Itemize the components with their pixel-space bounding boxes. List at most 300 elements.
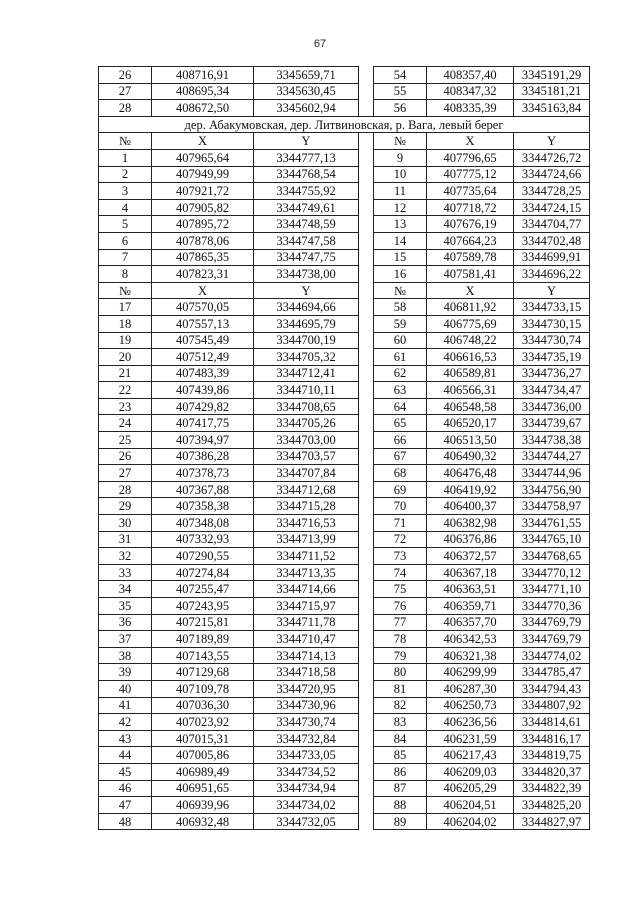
column-gap [359,581,374,598]
left-point-number: 34 [99,581,152,598]
right-y-coordinate: 3344770,36 [514,598,590,615]
left-x-coordinate: 407290,55 [152,548,254,565]
left-y-coordinate: 3344705,26 [254,415,359,432]
column-gap [359,349,374,366]
left-x-coordinate: 407865,35 [152,249,254,266]
right-point-number: 56 [374,100,427,117]
left-y-coordinate: Y [254,282,359,299]
right-point-number: 82 [374,697,427,714]
right-y-coordinate: 3344819,75 [514,747,590,764]
right-x-coordinate: 408335,39 [427,100,514,117]
left-x-coordinate: 407109,78 [152,680,254,697]
left-x-coordinate: 407243,95 [152,598,254,615]
left-point-number: 29 [99,498,152,515]
right-point-number: 89 [374,813,427,830]
right-point-number: 86 [374,763,427,780]
left-y-coordinate: 3344748,59 [254,216,359,233]
column-gap [359,166,374,183]
column-gap [359,282,374,299]
table-row [99,266,590,283]
right-point-number: 68 [374,465,427,482]
column-gap [359,664,374,681]
left-y-coordinate: 3344749,61 [254,199,359,216]
right-point-number: 69 [374,481,427,498]
left-x-coordinate: 407386,28 [152,448,254,465]
left-y-coordinate: 3344720,95 [254,680,359,697]
left-x-coordinate: 407512,49 [152,349,254,366]
table-row [99,531,590,548]
left-point-number: 39 [99,664,152,681]
right-point-number: 58 [374,299,427,316]
right-x-coordinate: 406382,98 [427,515,514,532]
right-x-coordinate: 406513,50 [427,432,514,449]
right-y-coordinate: 3344726,72 [514,149,590,166]
right-point-number: 59 [374,315,427,332]
right-y-coordinate: 3344761,55 [514,515,590,532]
left-x-coordinate: 407143,55 [152,647,254,664]
table-row [99,598,590,615]
left-y-coordinate: 3344747,58 [254,232,359,249]
table-row [99,564,590,581]
column-gap [359,697,374,714]
left-point-number: 38 [99,647,152,664]
right-point-number: 63 [374,382,427,399]
left-point-number: 21 [99,365,152,382]
section-caption: дер. Абакумовская, дер. Литвиновская, р. Вага, левый берег [99,116,590,133]
left-point-number: 18 [99,315,152,332]
right-y-coordinate: 3344702,48 [514,232,590,249]
table-row [99,664,590,681]
right-y-coordinate: 3344744,27 [514,448,590,465]
left-point-number: № [99,133,152,150]
column-gap [359,680,374,697]
left-y-coordinate: 3344768,54 [254,166,359,183]
left-x-coordinate: 407878,06 [152,232,254,249]
table-row [99,498,590,515]
section-caption-row [99,116,590,133]
right-point-number: 70 [374,498,427,515]
left-y-coordinate: 3344710,47 [254,631,359,648]
table-row [99,813,590,830]
left-x-coordinate: 407949,99 [152,166,254,183]
left-point-number: 33 [99,564,152,581]
right-x-coordinate: 406376,86 [427,531,514,548]
left-point-number: 17 [99,299,152,316]
left-x-coordinate: 407129,68 [152,664,254,681]
table-row [99,465,590,482]
table-row [99,432,590,449]
left-point-number: 1 [99,149,152,166]
left-x-coordinate: 408695,34 [152,83,254,100]
right-y-coordinate: 3344768,65 [514,548,590,565]
right-y-coordinate: 3344724,66 [514,166,590,183]
right-x-coordinate: 406250,73 [427,697,514,714]
table-row [99,100,590,117]
right-x-coordinate: 407581,41 [427,266,514,283]
left-point-number: 45 [99,763,152,780]
right-y-coordinate: 3344730,74 [514,332,590,349]
right-y-coordinate: 3344699,91 [514,249,590,266]
left-point-number: 4 [99,199,152,216]
right-y-coordinate: 3344733,15 [514,299,590,316]
right-x-coordinate: 408357,40 [427,67,514,84]
column-gap [359,797,374,814]
right-point-number: 64 [374,398,427,415]
left-point-number: 42 [99,714,152,731]
column-gap [359,631,374,648]
left-point-number: 24 [99,415,152,432]
left-y-coordinate: 3344712,41 [254,365,359,382]
right-point-number: 85 [374,747,427,764]
column-gap [359,398,374,415]
column-gap [359,232,374,249]
right-point-number: 14 [374,232,427,249]
column-gap [359,100,374,117]
left-point-number: 26 [99,67,152,84]
right-y-coordinate: 3344739,67 [514,415,590,432]
column-gap [359,83,374,100]
right-point-number: 55 [374,83,427,100]
column-gap [359,498,374,515]
left-point-number: № [99,282,152,299]
column-gap [359,531,374,548]
table-row [99,365,590,382]
right-y-coordinate: 3344756,90 [514,481,590,498]
column-gap [359,564,374,581]
left-x-coordinate: 407823,31 [152,266,254,283]
left-y-coordinate: 3344730,74 [254,714,359,731]
right-x-coordinate: 406367,18 [427,564,514,581]
right-point-number: 81 [374,680,427,697]
left-y-coordinate: Y [254,133,359,150]
right-point-number: 15 [374,249,427,266]
table-row [99,763,590,780]
right-point-number: 75 [374,581,427,598]
page-number: 67 [313,38,327,50]
right-point-number: 60 [374,332,427,349]
left-x-coordinate: 407378,73 [152,465,254,482]
left-point-number: 43 [99,730,152,747]
left-x-coordinate: X [152,133,254,150]
left-x-coordinate: 407255,47 [152,581,254,598]
left-point-number: 25 [99,432,152,449]
left-y-coordinate: 3344734,02 [254,797,359,814]
right-x-coordinate: 407796,65 [427,149,514,166]
left-y-coordinate: 3344732,84 [254,730,359,747]
left-y-coordinate: 3344711,52 [254,548,359,565]
right-x-coordinate: 406204,51 [427,797,514,814]
left-point-number: 47 [99,797,152,814]
left-x-coordinate: 406989,49 [152,763,254,780]
column-gap [359,415,374,432]
left-point-number: 27 [99,83,152,100]
right-point-number: 61 [374,349,427,366]
right-point-number: 13 [374,216,427,233]
column-gap [359,432,374,449]
left-x-coordinate: 408716,91 [152,67,254,84]
left-y-coordinate: 3344738,00 [254,266,359,283]
left-point-number: 27 [99,465,152,482]
left-y-coordinate: 3344711,78 [254,614,359,631]
right-y-coordinate: Y [514,133,590,150]
right-x-coordinate: 406236,56 [427,714,514,731]
right-y-coordinate: 3344816,17 [514,730,590,747]
left-x-coordinate: 407023,92 [152,714,254,731]
right-x-coordinate: 406299,99 [427,664,514,681]
left-x-coordinate: 407367,88 [152,481,254,498]
table-row [99,232,590,249]
left-x-coordinate: 407965,64 [152,149,254,166]
left-point-number: 22 [99,382,152,399]
table-row [99,730,590,747]
left-y-coordinate: 3344703,00 [254,432,359,449]
right-y-coordinate: 3344774,02 [514,647,590,664]
right-y-coordinate: 3345181,21 [514,83,590,100]
right-point-number: 79 [374,647,427,664]
left-y-coordinate: 3345659,71 [254,67,359,84]
right-point-number: 65 [374,415,427,432]
right-point-number: 88 [374,797,427,814]
left-x-coordinate: 407570,05 [152,299,254,316]
right-x-coordinate: X [427,133,514,150]
right-x-coordinate: 406419,92 [427,481,514,498]
right-x-coordinate: 407775,12 [427,166,514,183]
table-row [99,332,590,349]
table-row [99,216,590,233]
right-x-coordinate: 406217,43 [427,747,514,764]
left-x-coordinate: X [152,282,254,299]
right-x-coordinate: 406209,03 [427,763,514,780]
right-x-coordinate: X [427,282,514,299]
column-gap [359,183,374,200]
right-x-coordinate: 406342,53 [427,631,514,648]
right-x-coordinate: 406359,71 [427,598,514,615]
left-y-coordinate: 3344713,99 [254,531,359,548]
left-y-coordinate: 3344734,94 [254,780,359,797]
right-x-coordinate: 406321,38 [427,647,514,664]
right-y-coordinate: 3344771,10 [514,581,590,598]
right-point-number: 83 [374,714,427,731]
left-x-coordinate: 407483,39 [152,365,254,382]
left-point-number: 8 [99,266,152,283]
table-row [99,448,590,465]
left-x-coordinate: 407332,93 [152,531,254,548]
right-y-coordinate: 3344765,10 [514,531,590,548]
right-y-coordinate: 3345163,84 [514,100,590,117]
right-y-coordinate: 3344730,15 [514,315,590,332]
right-x-coordinate: 406748,22 [427,332,514,349]
right-y-coordinate: 3344724,15 [514,199,590,216]
left-x-coordinate: 407429,82 [152,398,254,415]
right-y-coordinate: 3344827,97 [514,813,590,830]
right-point-number: 71 [374,515,427,532]
right-x-coordinate: 406589,81 [427,365,514,382]
right-point-number: 77 [374,614,427,631]
left-y-coordinate: 3345630,45 [254,83,359,100]
column-gap [359,614,374,631]
right-point-number: 10 [374,166,427,183]
right-x-coordinate: 406811,92 [427,299,514,316]
left-x-coordinate: 407036,30 [152,697,254,714]
table-row [99,680,590,697]
left-point-number: 44 [99,747,152,764]
table-row [99,166,590,183]
left-x-coordinate: 407189,89 [152,631,254,648]
left-y-coordinate: 3344732,05 [254,813,359,830]
right-point-number: 87 [374,780,427,797]
right-y-coordinate: 3344785,47 [514,664,590,681]
right-point-number: № [374,282,427,299]
left-y-coordinate: 3344747,75 [254,249,359,266]
column-gap [359,249,374,266]
left-y-coordinate: 3344730,96 [254,697,359,714]
left-x-coordinate: 407905,82 [152,199,254,216]
left-point-number: 48 [99,813,152,830]
right-point-number: 74 [374,564,427,581]
left-x-coordinate: 407215,81 [152,614,254,631]
right-y-coordinate: 3344758,97 [514,498,590,515]
left-y-coordinate: 3344695,79 [254,315,359,332]
right-y-coordinate: 3344704,77 [514,216,590,233]
column-gap [359,199,374,216]
right-x-coordinate: 408347,32 [427,83,514,100]
left-y-coordinate: 3344705,32 [254,349,359,366]
column-gap [359,149,374,166]
right-point-number: № [374,133,427,150]
table-row [99,797,590,814]
left-y-coordinate: 3344715,28 [254,498,359,515]
table-row [99,183,590,200]
right-x-coordinate: 406566,31 [427,382,514,399]
left-point-number: 40 [99,680,152,697]
left-point-number: 20 [99,349,152,366]
left-y-coordinate: 3344710,11 [254,382,359,399]
right-x-coordinate: 406476,48 [427,465,514,482]
left-y-coordinate: 3344708,65 [254,398,359,415]
table-row [99,83,590,100]
table-row [99,415,590,432]
left-x-coordinate: 406951,65 [152,780,254,797]
left-y-coordinate: 3344714,13 [254,647,359,664]
column-gap [359,266,374,283]
column-gap [359,647,374,664]
left-y-coordinate: 3344713,35 [254,564,359,581]
right-y-coordinate: 3344769,79 [514,631,590,648]
right-y-coordinate: 3345191,29 [514,67,590,84]
table-row [99,299,590,316]
column-gap [359,465,374,482]
column-gap [359,747,374,764]
table-row [99,398,590,415]
table-row [99,697,590,714]
right-y-coordinate: 3344820,37 [514,763,590,780]
right-y-coordinate: 3344807,92 [514,697,590,714]
table-row [99,714,590,731]
left-y-coordinate: 3344734,52 [254,763,359,780]
left-point-number: 32 [99,548,152,565]
right-point-number: 76 [374,598,427,615]
column-gap [359,548,374,565]
left-point-number: 7 [99,249,152,266]
right-x-coordinate: 407676,19 [427,216,514,233]
left-x-coordinate: 407545,49 [152,332,254,349]
table-row [99,199,590,216]
left-y-coordinate: 3344707,84 [254,465,359,482]
left-y-coordinate: 3344715,97 [254,598,359,615]
left-y-coordinate: 3345602,94 [254,100,359,117]
column-gap [359,332,374,349]
left-point-number: 6 [99,232,152,249]
column-gap [359,365,374,382]
left-point-number: 31 [99,531,152,548]
right-point-number: 12 [374,199,427,216]
right-y-coordinate: 3344822,39 [514,780,590,797]
right-y-coordinate: 3344825,20 [514,797,590,814]
left-x-coordinate: 407394,97 [152,432,254,449]
left-point-number: 28 [99,100,152,117]
table-row [99,647,590,664]
right-y-coordinate: 3344814,61 [514,714,590,731]
right-y-coordinate: 3344738,38 [514,432,590,449]
table-row [99,149,590,166]
left-y-coordinate: 3344718,58 [254,664,359,681]
column-gap [359,382,374,399]
right-y-coordinate: 3344728,25 [514,183,590,200]
right-x-coordinate: 406520,17 [427,415,514,432]
right-x-coordinate: 406548,58 [427,398,514,415]
column-gap [359,730,374,747]
right-point-number: 78 [374,631,427,648]
right-point-number: 11 [374,183,427,200]
right-y-coordinate: 3344735,19 [514,349,590,366]
right-y-coordinate: 3344744,96 [514,465,590,482]
left-x-coordinate: 407557,13 [152,315,254,332]
left-y-coordinate: 3344755,92 [254,183,359,200]
right-x-coordinate: 406363,51 [427,581,514,598]
left-y-coordinate: 3344694,66 [254,299,359,316]
left-point-number: 3 [99,183,152,200]
left-x-coordinate: 406932,48 [152,813,254,830]
right-point-number: 67 [374,448,427,465]
coordinates-table [98,66,590,830]
left-x-coordinate: 407921,72 [152,183,254,200]
table-row [99,515,590,532]
table-row [99,249,590,266]
right-point-number: 62 [374,365,427,382]
left-x-coordinate: 407005,86 [152,747,254,764]
column-gap [359,481,374,498]
right-point-number: 80 [374,664,427,681]
right-y-coordinate: 3344736,27 [514,365,590,382]
left-point-number: 36 [99,614,152,631]
column-gap [359,714,374,731]
left-point-number: 2 [99,166,152,183]
column-gap [359,133,374,150]
table-row [99,67,590,84]
right-point-number: 66 [374,432,427,449]
right-x-coordinate: 406204,02 [427,813,514,830]
left-point-number: 28 [99,481,152,498]
right-x-coordinate: 406372,57 [427,548,514,565]
table-row [99,747,590,764]
left-point-number: 41 [99,697,152,714]
right-y-coordinate: 3344734,47 [514,382,590,399]
column-gap [359,216,374,233]
right-x-coordinate: 406231,59 [427,730,514,747]
table-row [99,548,590,565]
left-x-coordinate: 407358,38 [152,498,254,515]
right-x-coordinate: 407735,64 [427,183,514,200]
